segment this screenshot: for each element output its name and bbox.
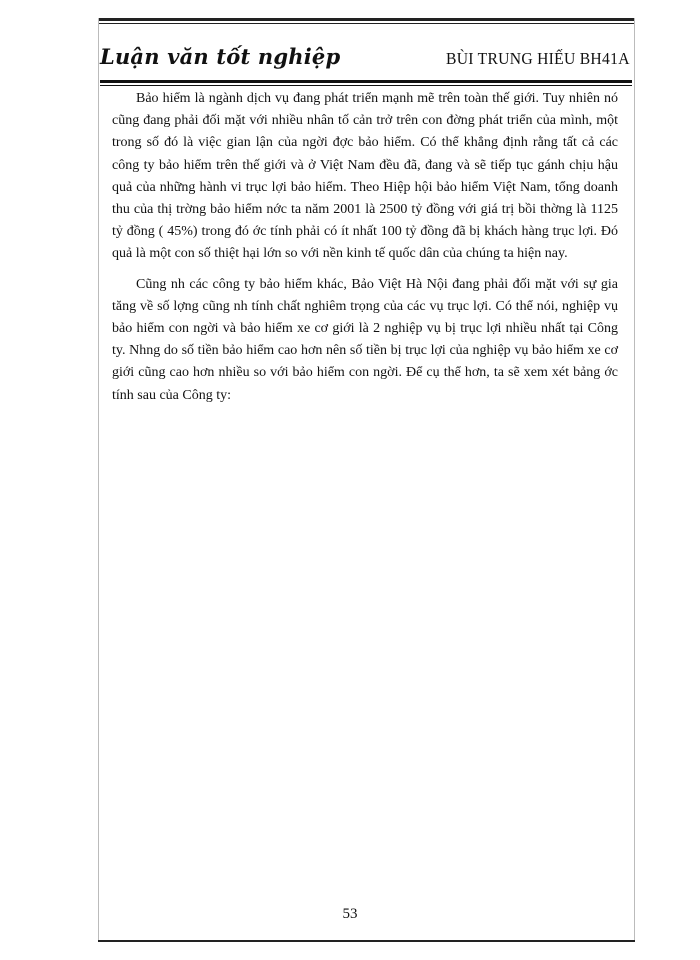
header-rule-thin <box>100 85 632 86</box>
frame-top-outer-rule <box>98 18 634 21</box>
page-body <box>112 88 618 415</box>
page-number: 53 <box>342 906 358 922</box>
body-paragraph-1: Bảo hiểm là ngành dịch vụ đang phát triển mạnh mẽ trên toàn thế giới. Tuy nhiên nó cũng đang phải đối mặt với nhiều nhân tố cản trở trên con đờng phát triển của mình, một trong số đó là việc gian lận của ngời đợc bảo hiểm. Có thể khẳng định rằng tất cả các công ty bảo hiểm trên thế giới và ở Việt Nam đều đã, đang và sẽ tiếp tục gánh chịu hậu quả của những hành vi trục lợi bảo hiểm. Theo Hiệp hội bảo hiểm Việt Nam, tổng doanh thu của thị trờng bảo hiểm nớc ta năm 2001 là 2500 tỷ đồng với giá trị bồi thờng là 1125 tỷ đồng ( 45%) trong đó ớc tính phải có ít nhất 100 tỷ đồng đã bị khách hàng trục lợi. Đó quả là một con số thiệt hại lớn so với nền kinh tế quốc dân của chúng ta hiện nay. <box>112 91 618 262</box>
page-header <box>100 40 630 76</box>
body-paragraph-2: Cũng nh các công ty bảo hiểm khác, Bảo Việt Hà Nội đang phải đối mặt với sự gia tăng về số lợng cũng nh tính chất nghiêm trọng của các vụ trục lợi. Có thể nói, nghiệp vụ bảo hiểm con ngời và bảo hiểm xe cơ giới là 2 nghiệp vụ bị trục lợi nhiều nhất tại Công ty. Nhng do số tiền bảo hiểm cao hơn nên số tiền bị trục lợi của nghiệp vụ bảo hiểm xe cơ giới cũng cao hơn nhiều so với bảo hiểm con ngời. Để cụ thể hơn, ta sẽ xem xét bảng ớc tính sau của Công ty: <box>112 276 618 403</box>
header-author: BÙI TRUNG HIẾU BH41A <box>446 49 630 68</box>
frame-right-rule <box>634 18 635 942</box>
frame-left-rule <box>98 18 99 942</box>
frame-top-inner-rule <box>98 23 634 24</box>
frame-bottom-rule <box>98 940 635 942</box>
header-title: Luận văn tốt nghiệp <box>100 44 341 69</box>
header-rule-thick <box>100 80 632 83</box>
